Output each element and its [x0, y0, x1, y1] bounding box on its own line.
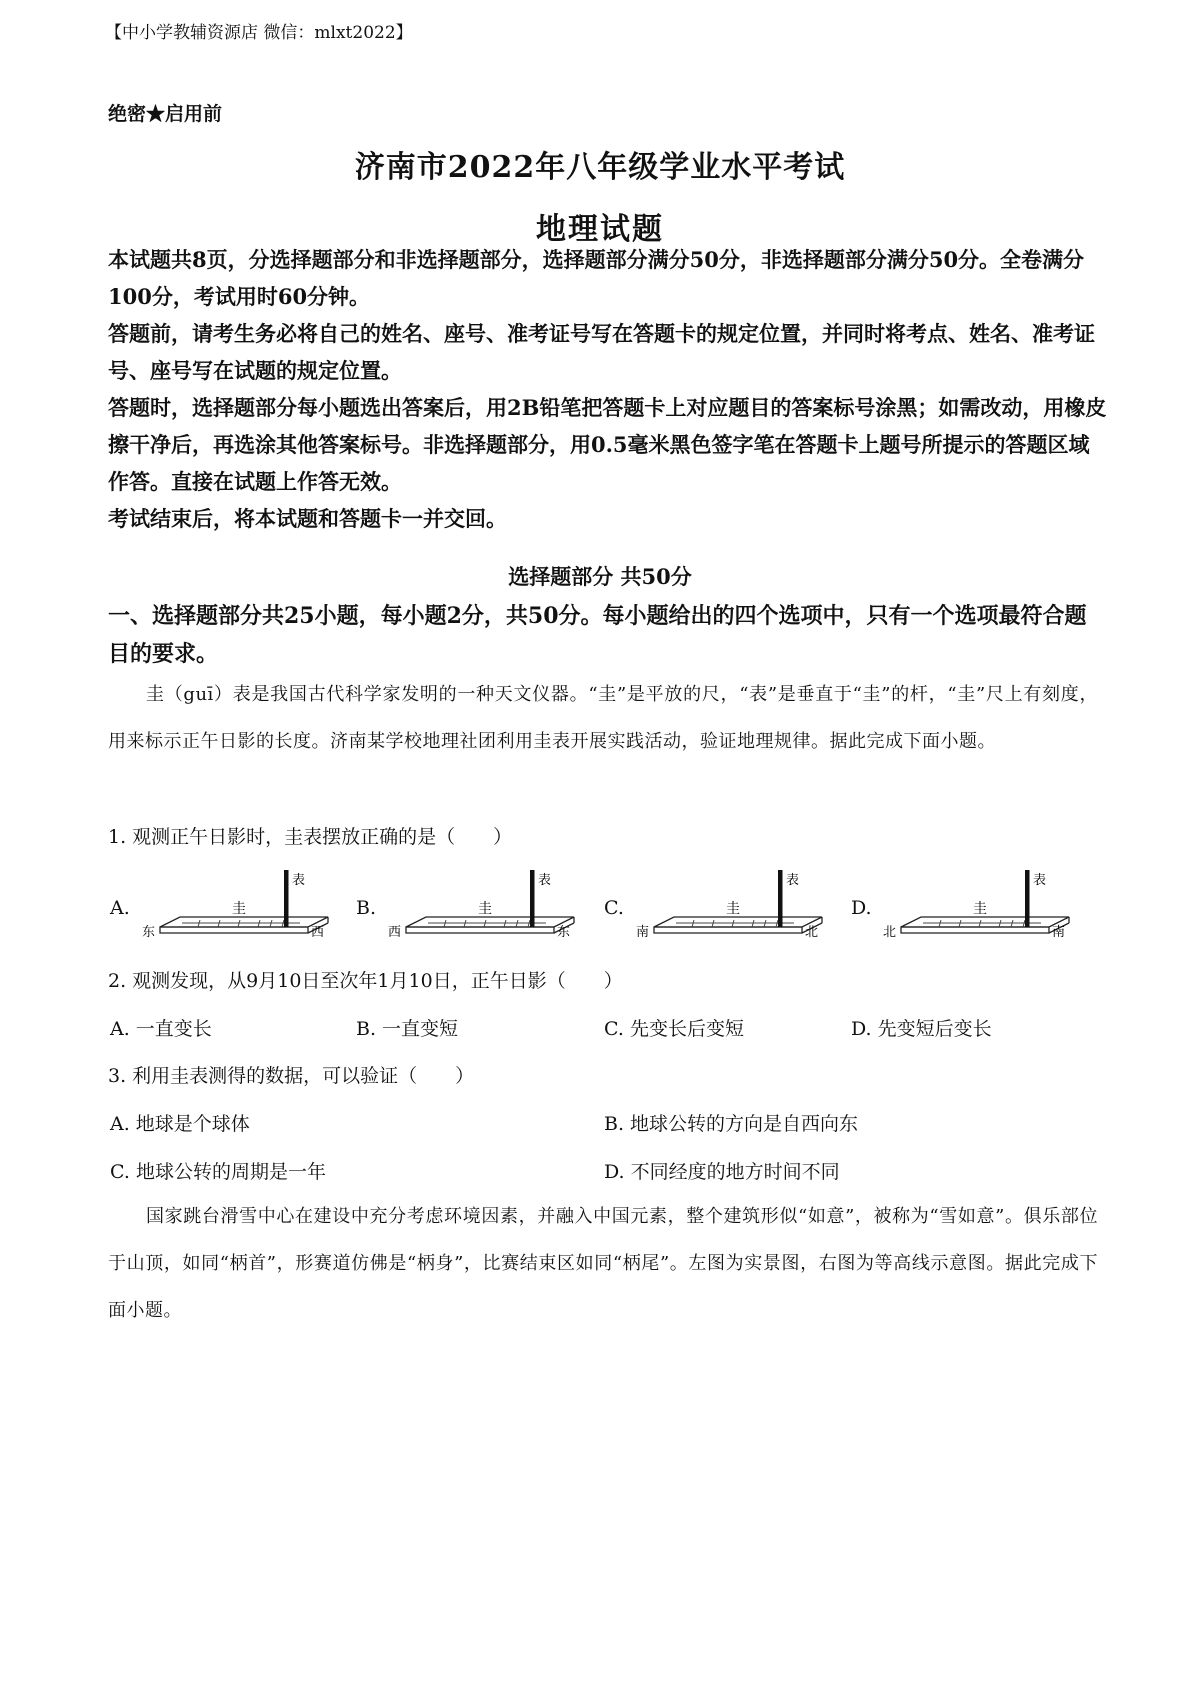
exam-title: 济南市2022年八年级学业水平考试: [354, 150, 846, 185]
q1-option-d-letter: D.: [851, 897, 872, 919]
gui-label-d: 圭: [973, 901, 987, 917]
dir-left-a: 东: [142, 925, 156, 940]
gui-biao-figure-b: [386, 865, 586, 940]
dir-right-b: 东: [557, 925, 571, 940]
secret-mark: 绝密★启用前: [108, 103, 223, 125]
q1-option-a-letter: A.: [110, 897, 130, 919]
q3-option-b: B. 地球公转的方向是自西向东: [604, 1113, 859, 1135]
part-one-heading: 一、选择题部分共25小题，每小题2分，共50分。每小题给出的四个选项中，只有一个选项最符合题目的要求。: [108, 603, 1087, 667]
instruction-3: 答题时，选择题部分每小题选出答案后，用2B铅笔把答题卡上对应题目的答案标号涂黑；如需改动，用橡皮擦干净后，再选涂其他答案标号。非选择题部分，用0.5毫米黑色签字笔在答题卡上题号所提示的答题区域作答。直接在试题上作答无效。: [108, 395, 1107, 494]
dir-right-a: 西: [311, 925, 325, 940]
instruction-4: 考试结束后，将本试题和答题卡一并交回。: [108, 506, 507, 531]
question-3-stem: 3. 利用圭表测得的数据，可以验证（ ）: [108, 1065, 475, 1087]
instruction-1: 本试题共8页，分选择题部分和非选择题部分，选择题部分满分50分，非选择题部分满分50分。全卷满分100分，考试用时60分钟。: [108, 247, 1085, 309]
dir-right-c: 北: [805, 925, 819, 940]
gui-biao-figure-a: [140, 865, 340, 940]
dir-right-d: 南: [1052, 925, 1066, 940]
dir-left-c: 南: [636, 925, 650, 940]
biao-label-a: 表: [292, 873, 306, 888]
biao-label-b: 表: [538, 873, 552, 888]
biao-label-d: 表: [1033, 873, 1047, 888]
dir-left-b: 西: [388, 925, 402, 940]
q2-option-d: D. 先变短后变长: [851, 1018, 992, 1040]
instruction-2: 答题前，请考生务必将自己的姓名、座号、准考证号写在答题卡的规定位置，并同时将考点、姓名、准考证号、座号写在试题的规定位置。: [108, 321, 1095, 383]
q3-option-a: A. 地球是个球体: [110, 1113, 250, 1135]
gui-biao-figure-c: [634, 865, 834, 940]
q1-option-b-letter: B.: [356, 897, 377, 919]
section-heading: 选择题部分 共50分: [508, 564, 692, 589]
exam-subtitle: 地理试题: [536, 212, 664, 247]
q3-option-c: C. 地球公转的周期是一年: [110, 1161, 326, 1183]
source-header: 【中小学教辅资源店 微信：mlxt2022】: [105, 23, 413, 43]
passage-snow-ruyi: 国家跳台滑雪中心在建设中充分考虑环境因素，并融入中国元素，整个建筑形似“如意”，被称为“雪如意”。俱乐部位于山顶，如同“柄首”，形赛道仿佛是“柄身”，比赛结束区如同“柄尾”。左图为实景图，右图为等高线示意图。据此完成下面小题。: [108, 1206, 1098, 1321]
gui-label-a: 圭: [232, 901, 246, 917]
passage-guibiao: 圭（guī）表是我国古代科学家发明的一种天文仪器。“圭”是平放的尺，“表”是垂直于“圭”的杆，“圭”尺上有刻度，用来标示正午日影的长度。济南某学校地理社团利用圭表开展实践活动，验证地理规律。据此完成下面小题。: [108, 684, 1098, 752]
q2-option-c: C. 先变长后变短: [604, 1018, 744, 1040]
gui-label-c: 圭: [726, 901, 740, 917]
gui-label-b: 圭: [478, 901, 492, 917]
dir-left-d: 北: [883, 925, 897, 940]
biao-label-c: 表: [786, 873, 800, 888]
q3-option-d: D. 不同经度的地方时间不同: [604, 1161, 840, 1183]
q2-option-b: B. 一直变短: [356, 1018, 459, 1040]
question-1-stem: 1. 观测正午日影时，圭表摆放正确的是（ ）: [108, 826, 513, 848]
q2-option-a: A. 一直变长: [110, 1018, 212, 1040]
gui-biao-figure-d: [881, 865, 1081, 940]
question-2-stem: 2. 观测发现，从9月10日至次年1月10日，正午日影（ ）: [108, 970, 623, 992]
q1-option-c-letter: C.: [604, 897, 624, 919]
